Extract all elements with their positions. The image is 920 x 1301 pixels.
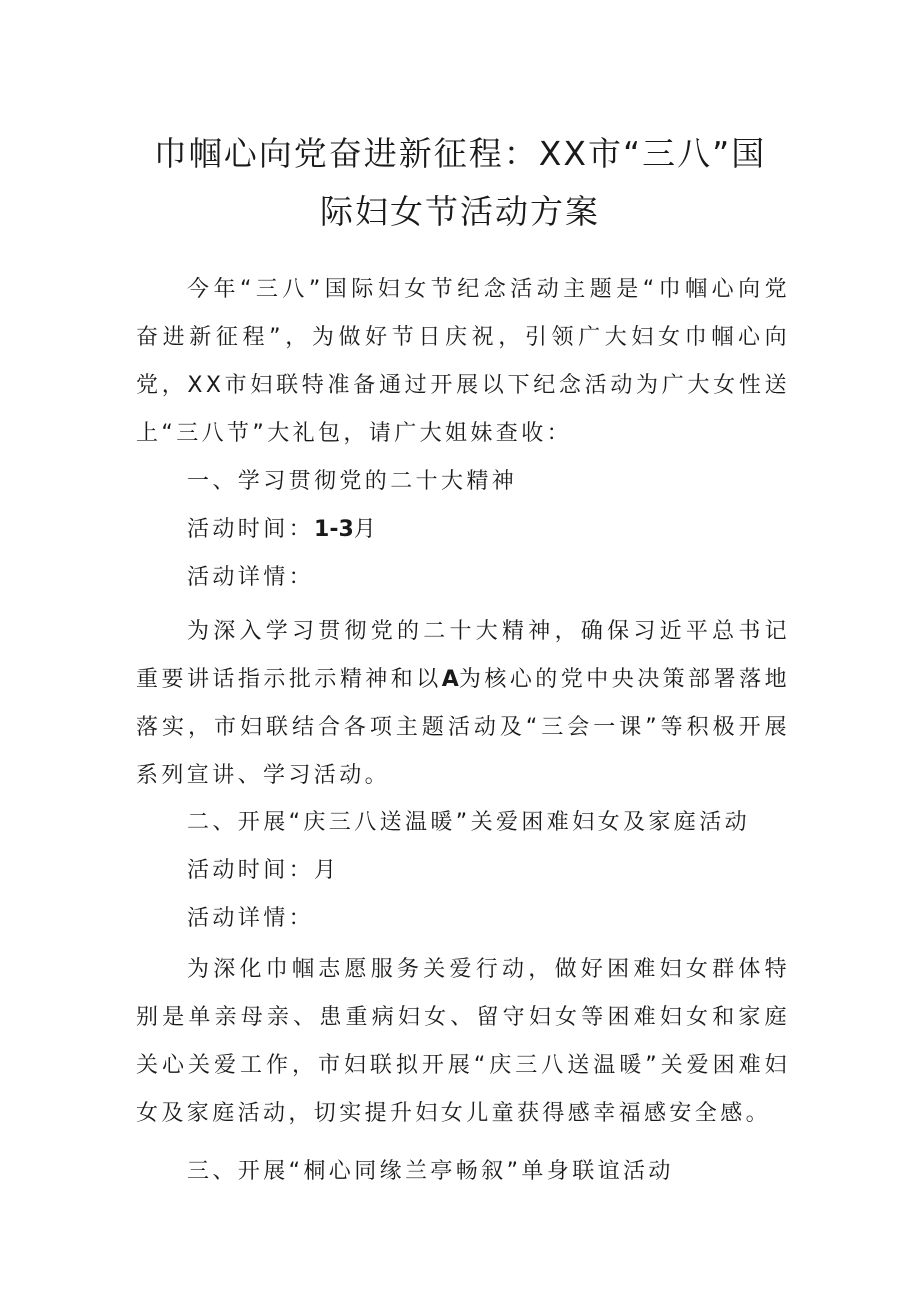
- section-1-detail-text-a: 为深入学习贯彻党的二十大精神，确保习近平总书记重要讲话指示批示精神和以: [136, 619, 790, 692]
- section-1-detail-label: 活动详情：: [187, 565, 315, 590]
- document-title-line-1: 巾帼心向党奋进新征程：XX市“三八”国: [153, 134, 767, 173]
- section-1-detail-bold: A: [441, 667, 459, 692]
- intro-paragraph: 今年“三八”国际妇女节纪念活动主题是“巾帼心向党奋进新征程”，为做好节日庆祝，引领广大妇女巾帼心向党，XX市妇联特准备通过开展以下纪念活动为广大女性送上“三八节”大礼包，请广大姐妹查收：: [136, 277, 790, 446]
- section-3-heading: 三、开展“桐心同缘兰亭畅叙”单身联谊活动: [187, 1159, 674, 1184]
- section-1-time-value: 1-3: [314, 517, 354, 542]
- section-1-detail: [136, 608, 790, 800]
- section-2-detail: 为深化巾帼志愿服务关爱行动，做好困难妇女群体特别是单亲母亲、患重病妇女、留守妇女等困难妇女和家庭关心关爱工作，市妇联拟开展“庆三八送温暖”关爱困难妇女及家庭活动，切实提升妇女儿童获得感幸福感安全感。: [136, 957, 790, 1126]
- section-2-heading: 二、开展“庆三八送温暖”关爱困难妇女及家庭活动: [187, 810, 750, 835]
- section-1-heading: 一、学习贯彻党的二十大精神: [187, 469, 518, 494]
- section-1-time-label: 活动时间：: [187, 517, 315, 542]
- section-1-time: [187, 506, 379, 554]
- document-title-line-2: 际妇女节活动方案: [320, 192, 600, 231]
- section-2-time: 活动时间：月: [187, 858, 340, 883]
- section-1-detail-text-b: 为核心的党中央决策部署落地落实，市妇联结合各项主题活动及“三会一课”等积极开展系列宣讲、学习活动。: [136, 667, 790, 788]
- section-1-time-unit: 月: [353, 517, 380, 542]
- section-2-detail-label: 活动详情：: [187, 906, 315, 931]
